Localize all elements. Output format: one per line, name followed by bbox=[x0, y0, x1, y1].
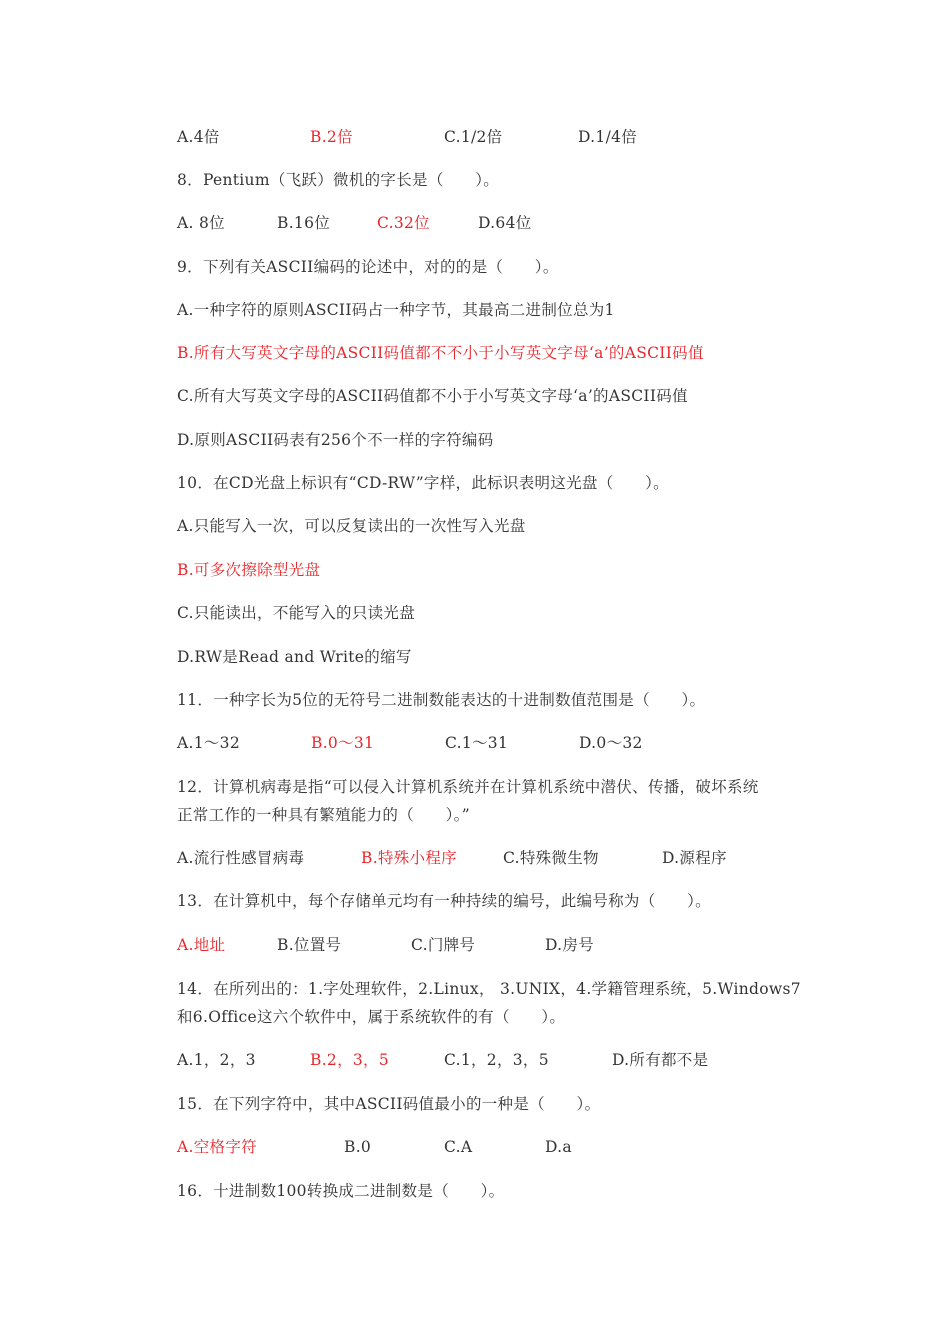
q11-option-c: C.1～31 bbox=[445, 734, 509, 752]
q9-option-b: B.所有大写英文字母的ASCII码值都不不小于小写英文字母‘a’的ASCII码值 bbox=[177, 344, 704, 362]
q11-option-a: A.1～32 bbox=[177, 734, 241, 752]
q14-option-d: D.所有都不是 bbox=[612, 1051, 709, 1069]
q15-option-c: C.A bbox=[444, 1138, 473, 1156]
q8-question: 8．Pentium（飞跃）微机的字长是（ ）。 bbox=[177, 171, 500, 189]
q13-option-c: C.门牌号 bbox=[411, 936, 476, 954]
q10-option-c: C.只能读出，不能写入的只读光盘 bbox=[177, 604, 416, 622]
q16-question: 16．十进制数100转换成二进制数是（ ）。 bbox=[177, 1182, 505, 1200]
q14-question-line2: 和6.Office这六个软件中，属于系统软件的有（ ）。 bbox=[177, 1008, 566, 1026]
q12-question-line2: 正常工作的一种具有繁殖能力的（ ）。” bbox=[177, 806, 470, 824]
q9-option-d: D.原则ASCII码表有256个不一样的字符编码 bbox=[177, 431, 494, 449]
q9-option-c: C.所有大写英文字母的ASCII码值都不小于小写英文字母‘a’的ASCII码值 bbox=[177, 387, 688, 405]
q11-option-d: D.0～32 bbox=[579, 734, 643, 752]
q12-option-c: C.特殊微生物 bbox=[503, 849, 599, 867]
q13-option-a: A.地址 bbox=[177, 936, 226, 954]
q11-question: 11．一种字长为5位的无符号二进制数能表达的十进制数值范围是（ ）。 bbox=[177, 691, 706, 709]
q8-option-d: D.64位 bbox=[478, 214, 532, 232]
q10-option-d: D.RW是Read and Write的缩写 bbox=[177, 648, 412, 666]
q13-option-b: B.位置号 bbox=[277, 936, 342, 954]
q15-question: 15．在下列字符中，其中ASCII码值最小的一种是（ ）。 bbox=[177, 1095, 601, 1113]
q8-option-b: B.16位 bbox=[277, 214, 331, 232]
q14-option-c: C.1，2，3，5 bbox=[444, 1051, 549, 1069]
q12-option-d: D.源程序 bbox=[662, 849, 727, 867]
q8-option-a: A. 8位 bbox=[177, 214, 225, 232]
q10-question: 10．在CD光盘上标识有“CD-RW”字样，此标识表明这光盘（ ）。 bbox=[177, 474, 669, 492]
q15-option-d: D.a bbox=[545, 1138, 572, 1156]
q10-option-a: A.只能写入一次，可以反复读出的一次性写入光盘 bbox=[177, 517, 526, 535]
q7-option-a: A.4倍 bbox=[177, 128, 220, 146]
q14-option-b: B.2，3，5 bbox=[310, 1051, 390, 1069]
q7-option-d: D.1/4倍 bbox=[578, 128, 638, 146]
q9-question: 9．下列有关ASCII编码的论述中，对的的是（ ）。 bbox=[177, 258, 559, 276]
q13-question: 13．在计算机中，每个存储单元均有一种持续的编号，此编号称为（ ）。 bbox=[177, 892, 711, 910]
q12-option-b: B.特殊小程序 bbox=[361, 849, 457, 867]
q11-option-b: B.0～31 bbox=[311, 734, 375, 752]
q15-option-a: A.空格字符 bbox=[177, 1138, 257, 1156]
q10-option-b: B.可多次擦除型光盘 bbox=[177, 561, 321, 579]
q12-option-a: A.流行性感冒病毒 bbox=[177, 849, 305, 867]
q13-option-d: D.房号 bbox=[545, 936, 595, 954]
q14-option-a: A.1，2，3 bbox=[177, 1051, 256, 1069]
q9-option-a: A.一种字符的原则ASCII码占一种字节，其最高二进制位总为1 bbox=[177, 301, 615, 319]
q7-option-b: B.2倍 bbox=[310, 128, 353, 146]
q8-option-c: C.32位 bbox=[377, 214, 430, 232]
q7-option-c: C.1/2倍 bbox=[444, 128, 503, 146]
q14-question-line1: 14．在所列出的：1.字处理软件，2.Linux， 3.UNIX，4.学籍管理系统，5.Windows7 bbox=[177, 980, 801, 998]
q12-question-line1: 12．计算机病毒是指“可以侵入计算机系统并在计算机系统中潜伏、传播，破坏系统 bbox=[177, 778, 759, 796]
q15-option-b: B.0 bbox=[344, 1138, 372, 1156]
